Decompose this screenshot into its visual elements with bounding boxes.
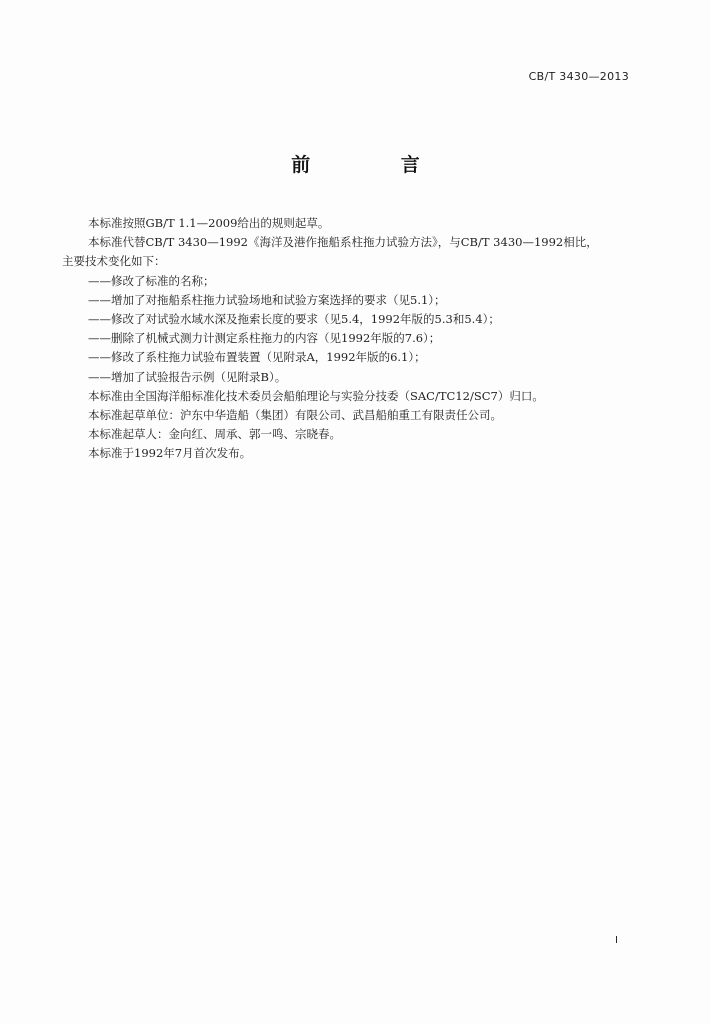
- paragraph: 本标准由全国海洋船标准化技术委员会船舶理论与实验分技委（SAC/TC12/SC7）归口。: [88, 388, 544, 403]
- paragraph-continuation: 主要技术变化如下：: [62, 254, 166, 269]
- standard-code: CB/T 3430—2013: [528, 70, 629, 83]
- change-list-item: ——修改了标准的名称；: [88, 273, 215, 288]
- change-list-item: ——修改了对试验水域水深及拖索长度的要求（见5.4，1992年版的5.3和5.4）；: [88, 312, 500, 327]
- paragraph: 本标准代替CB/T 3430—1992《海洋及港作拖船系柱拖力试验方法》，与CB/T 3430—1992相比，: [88, 235, 598, 250]
- paragraph: 本标准于1992年7月首次发布。: [88, 446, 252, 461]
- paragraph: 本标准起草单位：沪东中华造船（集团）有限公司、武昌船舶重工有限责任公司。: [88, 408, 502, 423]
- change-list-item: ——修改了系柱拖力试验布置装置（见附录A，1992年版的6.1）；: [88, 350, 426, 365]
- page-number: I: [615, 935, 618, 946]
- paragraph: 本标准按照GB/T 1.1—2009给出的规则起草。: [88, 216, 330, 230]
- foreword-body: [62, 214, 632, 464]
- paragraph: 本标准起草人：金向红、周承、郭一鸣、宗晓春。: [88, 427, 341, 442]
- change-list-item: ——增加了试验报告示例（见附录B）。: [88, 369, 287, 384]
- page-title: 前 言: [291, 154, 462, 176]
- change-list-item: ——删除了机械式测力计测定系柱拖力的内容（见1992年版的7.6）；: [88, 331, 441, 346]
- change-list-item: ——增加了对拖船系柱拖力试验场地和试验方案选择的要求（见5.1）；: [88, 292, 446, 307]
